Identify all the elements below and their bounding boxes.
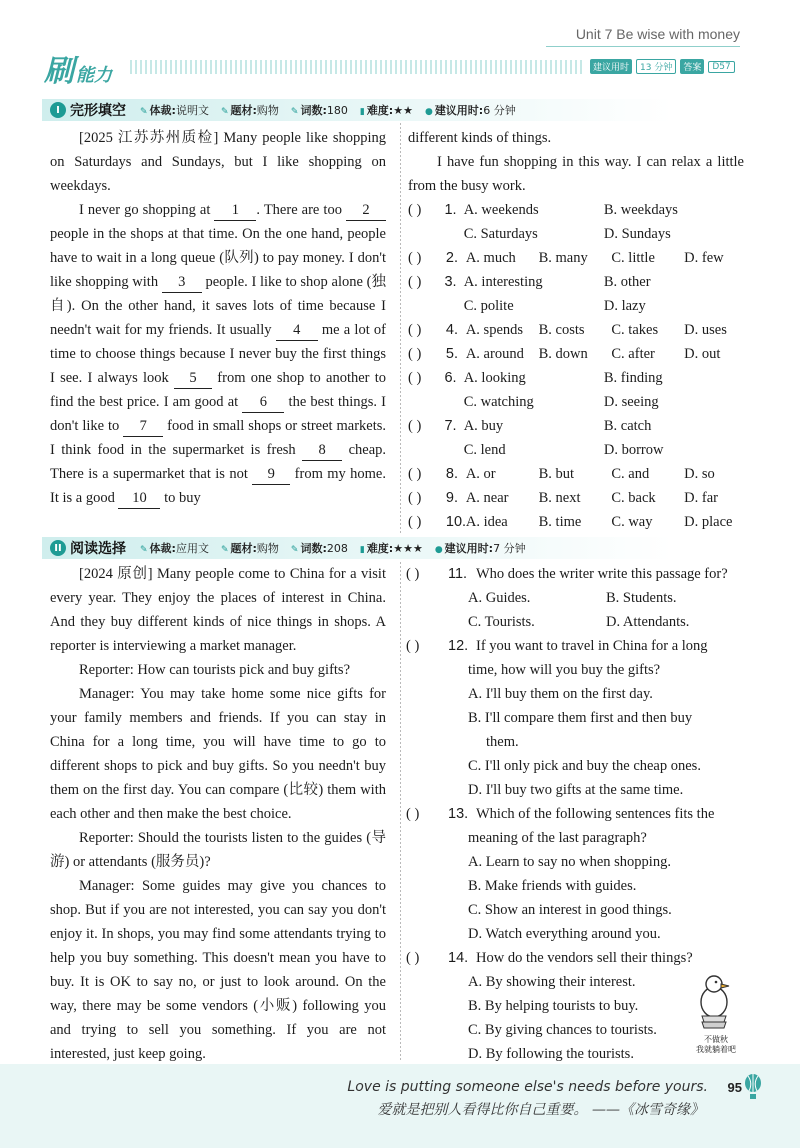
decorative-stripes	[130, 60, 582, 74]
option[interactable]: A. near	[465, 490, 509, 506]
meta-row	[590, 59, 735, 74]
cloze-question	[408, 246, 744, 270]
option[interactable]: C. polite	[463, 298, 514, 314]
answer-box[interactable]: ( )	[406, 566, 420, 582]
pencil-icon: ✎	[290, 107, 299, 117]
option[interactable]: A. or	[465, 466, 496, 482]
info-wordcount: ✎ 词数:208	[290, 542, 348, 555]
pin-icon: ●	[434, 545, 443, 555]
blank-7[interactable]: 7	[123, 416, 163, 437]
bars-icon: ▮	[359, 107, 365, 117]
column-divider-1	[400, 123, 401, 533]
cloze-question	[408, 486, 744, 510]
option[interactable]: B. other	[603, 274, 651, 290]
cloze-question-options-cont	[408, 438, 744, 462]
cloze-intro: [2025 江苏苏州质检] Many people like shopping on Saturdays and Sundays, but I like shopping on weekdays.	[50, 130, 386, 194]
option[interactable]: A. weekends	[463, 202, 539, 218]
option[interactable]: C. and	[611, 466, 650, 482]
question-number: 8.	[445, 466, 458, 482]
option[interactable]: D. so	[684, 466, 715, 482]
option[interactable]: A. around	[465, 346, 524, 362]
answer-box[interactable]: ( )	[408, 250, 422, 266]
column-divider-2	[400, 562, 401, 1062]
brand-big: 刷	[44, 54, 74, 89]
mascot-illustration	[688, 972, 744, 1054]
question-14: ( ) 14. How do the vendors sell their things?	[406, 946, 746, 970]
blank-10[interactable]: 10	[118, 488, 160, 509]
page-header	[0, 0, 800, 92]
option[interactable]: A. By showing their interest.	[468, 974, 636, 990]
cloze-right-column	[408, 126, 744, 534]
option[interactable]: A. Learn to say no when shopping.	[468, 854, 671, 870]
option[interactable]: D. uses	[684, 322, 727, 338]
motto-english: Love is putting someone else's needs before yours.	[347, 1079, 708, 1095]
option[interactable]: D. By following the tourists.	[468, 1046, 634, 1062]
option[interactable]: C. Tourists.	[468, 614, 535, 630]
page-number: 95	[727, 1080, 742, 1095]
cloze-question	[408, 342, 744, 366]
answer-box[interactable]: ( )	[408, 466, 422, 482]
option[interactable]: D. Attendants.	[606, 614, 690, 630]
info-genre: ✎ 体裁:应用文	[140, 542, 209, 555]
option[interactable]: B. Students.	[606, 590, 677, 606]
pencil-icon: ✎	[140, 545, 148, 555]
answer-box[interactable]: ( )	[408, 370, 422, 386]
option[interactable]: B. finding	[603, 370, 663, 386]
reading-para-2: Reporter: How can tourists pick and buy gifts?	[79, 662, 351, 678]
option[interactable]: C. lend	[463, 442, 506, 458]
option[interactable]: C. takes	[611, 322, 659, 338]
cloze-last-paragraph: I have fun shopping in this way. I can relax a little from the busy work.	[408, 154, 744, 194]
answer-box[interactable]: ( )	[408, 490, 422, 506]
option-cont: them.	[486, 734, 519, 750]
cloze-question	[408, 318, 744, 342]
question-number: 9.	[445, 490, 458, 506]
question-number: 7.	[444, 418, 457, 434]
cloze-question	[408, 510, 744, 534]
option[interactable]: A. spends	[465, 322, 524, 338]
bars-icon: ▮	[359, 545, 365, 555]
reading-para-5: Manager: Some guides may give you chances to shop. But if you are not interested, you can say you don't enjoy it. In shops, you may find some attendants trying to help you buy something. This doesn't mean you have to buy. It is OK to say no, or just to look around. On the way, there may be some vendors (小贩) following you and trying to sell you something. If you are not interested, just keep going.	[50, 878, 386, 1062]
question-13: ( ) 13. Which of the following sentences fits the	[406, 802, 746, 826]
option[interactable]: C. Show an interest in good things.	[468, 902, 672, 918]
option[interactable]: D. Watch everything around you.	[468, 926, 661, 942]
option[interactable]: B. I'll compare them first and then buy	[468, 710, 693, 726]
section2-title: 阅读选择	[70, 541, 126, 557]
duck-icon	[688, 972, 744, 1030]
motto-chinese: 爱就是把别人看得比你自己重要。 ——《冰雪奇缘》	[377, 1102, 704, 1118]
option[interactable]: C. Saturdays	[463, 226, 538, 242]
cloze-continued: different kinds of things.	[408, 130, 552, 146]
option[interactable]: D. Sundays	[603, 226, 671, 242]
reading-para-1: [2024 原创] Many people come to China for a visit every year. They enjoy the places of interest in China. And they buy different kinds of nice things in shops. A reporter is interviewing a market manager.	[50, 566, 386, 654]
option[interactable]: C. I'll only pick and buy the cheap ones.	[468, 758, 701, 774]
cloze-body: I never go shopping at 1 . There are too 2 people in the shops at that time. On the one hand, people have to wait in a long queue (队列) to pay money. I don't like shopping with 3 people. I like to shop alone (独自). On the other hand, it saves lots of time because I needn't wait for my friends. It usually 4 me a lot of time to choose things because I never buy the first things I see. I always look 5 from one shop to another to find the best price. I am good at 6 the best things. I don't like to 7 food in small shops or street markets. I think food in the supermarket is fresh 8 cheap. There is a supermarket that is not 9 from my home. It is a good 10 to buy	[50, 198, 386, 510]
answer-box[interactable]: ( )	[408, 346, 422, 362]
option[interactable]: B. but	[538, 466, 575, 482]
answer-box[interactable]: ( )	[408, 202, 422, 218]
question-number: 1.	[444, 202, 457, 218]
option[interactable]: D. place	[684, 514, 733, 530]
option[interactable]: C. way	[611, 514, 653, 530]
unit-divider	[546, 46, 740, 47]
option[interactable]: D. far	[684, 490, 718, 506]
answer-box[interactable]: ( )	[406, 638, 420, 654]
option[interactable]: B. weekdays	[603, 202, 678, 218]
question-11: ( ) 11. Who does the writer write this passage for?	[406, 562, 746, 586]
question-number: 10.	[445, 514, 467, 530]
option[interactable]: B. next	[538, 490, 581, 506]
answer-box[interactable]: ( )	[408, 322, 422, 338]
option[interactable]: A. I'll buy them on the first day.	[468, 686, 653, 702]
reading-passage	[50, 562, 386, 1066]
time-value: 13 分钟	[636, 59, 676, 74]
option[interactable]: A. buy	[463, 418, 504, 434]
info-topic: ✎ 题材:购物	[220, 104, 279, 117]
option[interactable]: B. By helping tourists to buy.	[468, 998, 639, 1014]
info-time: ● 建议用时:6 分钟	[424, 104, 516, 117]
time-label: 建议用时	[590, 59, 632, 74]
answer-code: D57	[708, 61, 734, 73]
option[interactable]: C. after	[611, 346, 655, 362]
answer-box[interactable]: ( )	[406, 950, 420, 966]
option[interactable]: B. catch	[603, 418, 652, 434]
cloze-question	[408, 462, 744, 486]
info-genre: ✎ 体裁:说明文	[140, 104, 209, 117]
option[interactable]: A. interesting	[463, 274, 543, 290]
option[interactable]: A. much	[465, 250, 516, 266]
option[interactable]: A. Guides.	[468, 590, 531, 606]
question-number: 5.	[445, 346, 458, 362]
option[interactable]: D. seeing	[603, 394, 659, 410]
info-wordcount: ✎ 词数:180	[290, 104, 348, 117]
pencil-icon: ✎	[220, 545, 229, 555]
brand-small: 能力	[76, 65, 112, 86]
answer-box[interactable]: ( )	[406, 806, 420, 822]
cloze-question-list	[408, 198, 744, 534]
cloze-question-options-cont	[408, 222, 744, 246]
option[interactable]: B. many	[538, 250, 588, 266]
option[interactable]: D. few	[684, 250, 724, 266]
cloze-question	[408, 198, 744, 222]
reading-para-3: Manager: You may take home some nice gifts for your family members and friends. If you can stay in China for a long time, you will have time to go to different shops to pick and buy gifts. So you needn't buy them on the first day. You can compare (比较) them with each other and then make the best choice.	[50, 686, 386, 822]
blank-8[interactable]: 8	[302, 440, 342, 461]
pencil-icon: ✎	[140, 107, 148, 117]
blank-3[interactable]: 3	[162, 272, 202, 293]
cloze-question	[408, 366, 744, 390]
cloze-passage	[50, 126, 386, 510]
answer-box[interactable]: ( )	[408, 514, 422, 530]
option[interactable]: B. Make friends with guides.	[468, 878, 637, 894]
q13-stem-cont: meaning of the last paragraph?	[468, 830, 647, 846]
answer-box[interactable]: ( )	[408, 274, 422, 290]
blank-4[interactable]: 4	[276, 320, 318, 341]
option[interactable]: D. I'll buy two gifts at the same time.	[468, 782, 684, 798]
question-12: ( ) 12. If you want to travel in China for a long	[406, 634, 746, 658]
blank-2[interactable]: 2	[346, 200, 386, 221]
question-number: 2.	[445, 250, 458, 266]
section1-bar	[42, 99, 742, 121]
section2-info	[140, 540, 526, 556]
blank-1[interactable]: 1	[214, 200, 256, 221]
blank-6[interactable]: 6	[242, 392, 284, 413]
q12-stem-cont: time, how will you buy the gifts?	[468, 662, 661, 678]
cloze-question-options-cont	[408, 294, 744, 318]
option[interactable]: D. borrow	[603, 442, 664, 458]
q11-options-row2	[406, 610, 746, 634]
blank-5[interactable]: 5	[174, 368, 212, 389]
section2-bar	[42, 537, 742, 559]
mascot-caption: 不做秋 我就躺着吧	[696, 1035, 736, 1054]
option[interactable]: C. back	[611, 490, 656, 506]
info-topic: ✎ 题材:购物	[220, 542, 279, 555]
section1-number: I	[50, 102, 66, 118]
answer-box[interactable]: ( )	[408, 418, 422, 434]
section1-title: 完形填空	[70, 103, 126, 119]
option[interactable]: B. down	[538, 346, 588, 362]
pin-icon: ●	[424, 107, 433, 117]
section2-number: II	[50, 540, 66, 556]
blank-9[interactable]: 9	[252, 464, 290, 485]
info-difficulty: ▮ 难度:★★	[359, 104, 413, 117]
option[interactable]: D. lazy	[603, 298, 646, 314]
brand-logo	[44, 46, 112, 90]
reading-para-4: Reporter: Should the tourists listen to the guides (导游) or attendants (服务员)?	[50, 830, 386, 870]
question-number: 3.	[444, 274, 457, 290]
option[interactable]: A. looking	[463, 370, 526, 386]
balloon-icon	[744, 1074, 762, 1100]
option[interactable]: D. out	[684, 346, 721, 362]
section1-info	[140, 102, 516, 118]
cloze-question	[408, 414, 744, 438]
option[interactable]: C. watching	[463, 394, 534, 410]
option[interactable]: A. idea	[465, 514, 508, 530]
question-number: 6.	[444, 370, 457, 386]
option[interactable]: B. time	[538, 514, 582, 530]
cloze-question	[408, 270, 744, 294]
q11-options-row1	[406, 586, 746, 610]
unit-title: Unit 7 Be wise with money	[575, 26, 740, 42]
option[interactable]: C. little	[611, 250, 655, 266]
cloze-question-options-cont	[408, 390, 744, 414]
info-time: ● 建议用时:7 分钟	[434, 542, 526, 555]
option[interactable]: C. By giving chances to tourists.	[468, 1022, 657, 1038]
option[interactable]: B. costs	[538, 322, 585, 338]
pencil-icon: ✎	[220, 107, 229, 117]
question-number: 4.	[445, 322, 458, 338]
info-difficulty: ▮ 难度:★★★	[359, 542, 423, 555]
answer-label: 答案	[680, 59, 704, 74]
pencil-icon: ✎	[290, 545, 299, 555]
